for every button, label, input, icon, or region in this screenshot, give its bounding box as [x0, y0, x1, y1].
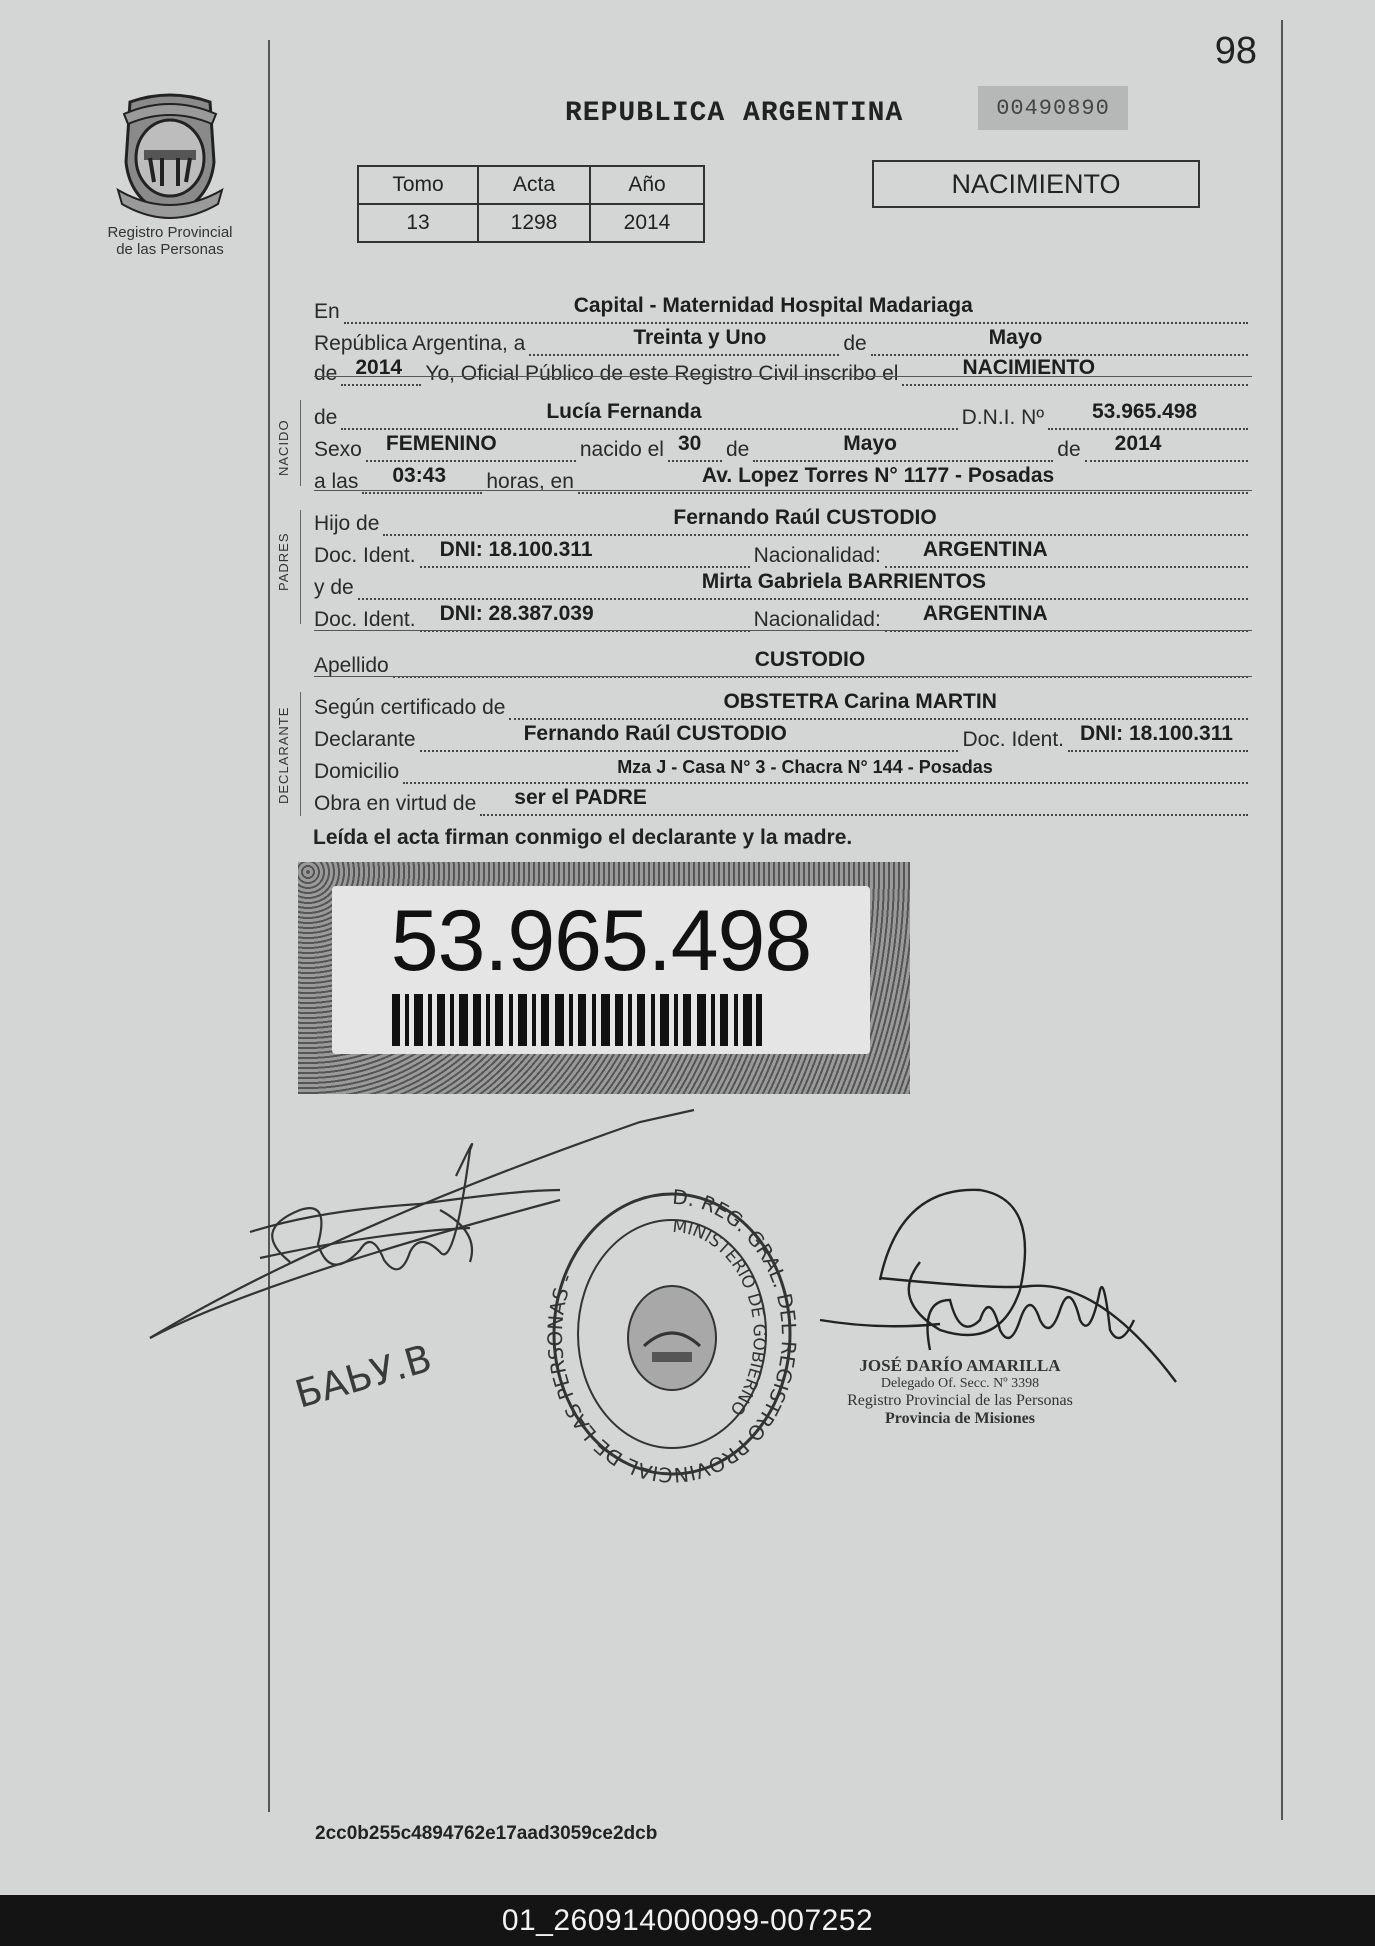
label-de-anio: de — [314, 362, 338, 385]
side-label-declarante: DECLARANTE — [276, 706, 291, 804]
value-dni: 53.965.498 — [1092, 400, 1198, 423]
header-anio: Año — [590, 166, 704, 204]
label-doc-ident-declarante: Doc. Ident. — [962, 728, 1064, 751]
side-label-nacido: NACIDO — [276, 419, 291, 477]
handwritten-note — [290, 1336, 436, 1417]
value-padre-nac: ARGENTINA — [922, 538, 1048, 561]
official-signature — [820, 1190, 1176, 1382]
label-en: En — [314, 300, 340, 323]
value-certificado: OBSTETRA Carina MARTIN — [723, 690, 997, 713]
value-anio: 2014 — [355, 356, 403, 379]
scan-id: 01_260914000099-007252 — [501, 1903, 874, 1937]
label-obra-en-virtud: Obra en virtud de — [314, 792, 477, 815]
stamp-inner-text: MINISTERIO DE GOBIERNO — [671, 1216, 770, 1420]
label-domicilio: Domicilio — [314, 760, 400, 783]
official-role: Delegado Of. Secc. Nº 3398 — [880, 1376, 1040, 1391]
header-acta: Acta — [478, 166, 590, 204]
value-obra: ser el PADRE — [514, 786, 647, 809]
value-tipo: NACIMIENTO — [962, 356, 1096, 379]
label-de-anio-nac: de — [1057, 438, 1081, 461]
value-anio: 2014 — [590, 204, 704, 242]
official-office: Registro Provincial de las Personas — [847, 1392, 1073, 1409]
label-nacido-el: nacido el — [579, 438, 664, 461]
value-padre: Fernando Raúl CUSTODIO — [673, 506, 937, 529]
value-padre-doc: DNI: 18.100.311 — [439, 538, 593, 561]
label-de-mes-nac: de — [725, 438, 750, 461]
value-madre-doc: DNI: 28.387.039 — [439, 602, 594, 625]
value-dia-texto: Treinta y Uno — [633, 326, 767, 349]
value-domicilio: Mza J - Casa N° 3 - Chacra N° 144 - Posadas — [617, 757, 993, 777]
value-hora: 03:43 — [392, 464, 447, 487]
value-anio-nac: 2014 — [1114, 432, 1162, 455]
value-apellido: CUSTODIO — [754, 648, 866, 671]
label-horas-en: horas, en — [486, 470, 574, 493]
value-acta: 1298 — [478, 204, 590, 242]
label-hijo-de: Hijo de — [314, 512, 380, 535]
official-block — [800, 1356, 1120, 1428]
dni-sticker-number: 53.965.498 — [390, 893, 812, 989]
value-madre-nac: ARGENTINA — [922, 602, 1048, 625]
label-declarante: Declarante — [314, 728, 416, 751]
side-label-padres: PADRES — [276, 532, 291, 592]
stamp-ring-text: D. REG. GRAL. DEL REGISTRO PROVINCIAL DE LAS PERSONAS - — [542, 1184, 802, 1488]
label-de-mes: de — [843, 332, 867, 355]
value-nombre: Lucía Fernanda — [546, 400, 702, 423]
label-segun-certificado: Según certificado de — [314, 696, 506, 719]
page-number: 98 — [1214, 30, 1257, 72]
country-title: REPUBLICA ARGENTINA — [565, 98, 904, 129]
registry-caption-line2: de las Personas — [116, 241, 224, 258]
value-declarante: Fernando Raúl CUSTODIO — [523, 722, 787, 745]
label-doc-ident-padre: Doc. Ident. — [314, 544, 416, 567]
label-dni: D.N.I. Nº — [961, 406, 1044, 429]
label-doc-ident-madre: Doc. Ident. — [314, 608, 416, 631]
value-mes: Mayo — [988, 326, 1043, 349]
registry-stamp — [543, 1185, 801, 1487]
label-inscribo: Yo, Oficial Público de este Registro Civil inscribo el — [425, 362, 899, 385]
value-madre: Mirta Gabriela BARRIENTOS — [701, 570, 987, 593]
value-lugar-nac: Av. Lopez Torres N° 1177 - Posadas — [701, 464, 1055, 487]
declarant-signature — [150, 1110, 694, 1338]
label-de-nombre: de — [314, 406, 338, 429]
scan-id-footer — [0, 1895, 1375, 1946]
label-nacionalidad-padre: Nacionalidad: — [753, 544, 881, 567]
document-hash: 2cc0b255c4894762e17aad3059ce2dcb — [315, 1823, 658, 1844]
label-nacionalidad-madre: Nacionalidad: — [753, 608, 881, 631]
closing-statement: Leída el acta firman conmigo el declarante y la madre. — [313, 826, 853, 849]
value-sexo: FEMENINO — [385, 432, 497, 455]
registry-caption-line1: Registro Provincial — [107, 224, 233, 241]
record-type-box: NACIMIENTO — [872, 160, 1200, 208]
handwritten-note-text: БАЬУ.В — [290, 1335, 437, 1417]
label-a-las: a las — [314, 470, 359, 493]
official-name: JOSÉ DARÍO AMARILLA — [859, 1356, 1061, 1375]
label-republica: República Argentina, a — [314, 332, 526, 355]
label-sexo: Sexo — [314, 438, 362, 461]
value-lugar: Capital - Maternidad Hospital Madariaga — [573, 294, 973, 317]
serial-number: 00490890 — [978, 86, 1128, 130]
value-dia-nac: 30 — [677, 432, 702, 455]
label-apellido: Apellido — [314, 654, 389, 677]
label-y-de: y de — [314, 576, 354, 599]
value-mes-nac: Mayo — [843, 432, 897, 455]
official-province: Provincia de Misiones — [885, 1410, 1035, 1427]
value-declarante-doc: DNI: 18.100.311 — [1080, 722, 1233, 745]
header-tomo: Tomo — [358, 166, 478, 204]
value-tomo: 13 — [358, 204, 478, 242]
